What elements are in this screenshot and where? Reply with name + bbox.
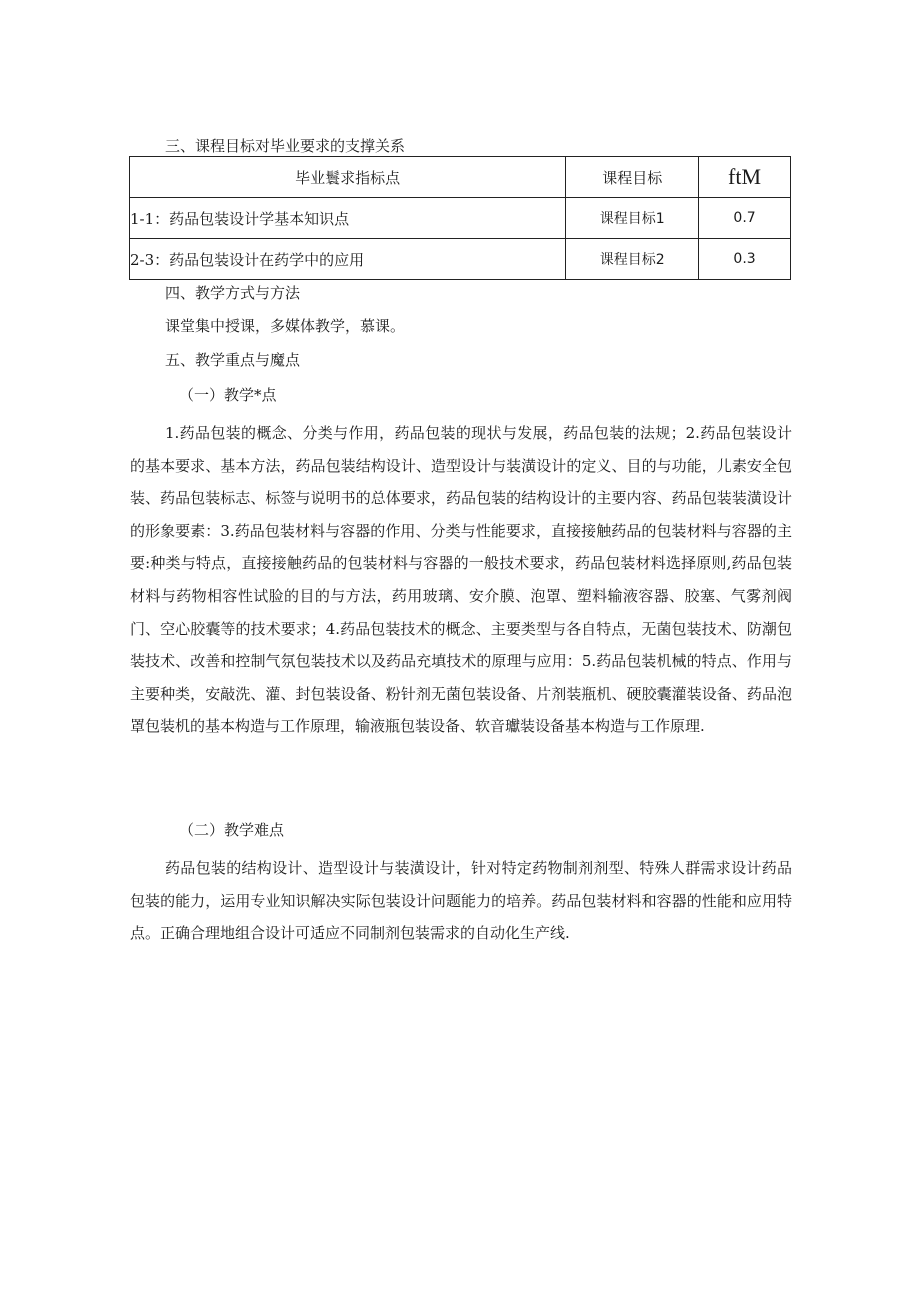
key-points-paragraph: 1.药品包装的概念、分类与作用，药品包装的现状与发展，药品包装的法规；2.药品包装设计的基本要求、基本方法，药品包装结构设计、造型设计与装潢设计的定义、目的与功能，儿素安全包装、药品包装标志、标签与说明书的总体要求，药品包装的结构设计的主要内容、药品包装装潢设计的形象要素：3.药品包装材料与容器的作用、分类与性能要求，直接接触药品的包装材料与容器的主要:种类与特点，直接接触药品的包装材料与容器的一般技术要求，药品包装材料选择原则,药品包装材料与药物相容性试脸的目的与方法，药用玻璃、安介膜、泡罩、塑料输液容器、胶塞、气雾剂阀门、空心胶囊等的技术要求；4.药品包装技术的概念、主要类型与各自特点，无菌包装技术、防潮包装技术、改善和控制气氛包装技术以及药品充填技术的原理与应用：5.药品包装机械的特点、作用与主要种类，安敲洗、灌、封包装设备、粉针剂无菌包装设备、片剂装瓶机、硬胶囊灌装设备、药品泡罩包装机的基本构造与工作原理，输液瓶包装设备、软音瓛装设备基本构造与工作原理.	[130, 424, 792, 736]
header-weight: ftM	[699, 157, 791, 198]
indicator-cell: 1-1：药品包装设计学基本知识点	[130, 198, 566, 239]
indicator-cell: 2-3：药品包装设计在药学中的应用	[130, 239, 566, 280]
difficulties-paragraph: 药品包装的结构设计、造型设计与装潢设计，针对特定药物制剂剂型、特殊人群需求设计药品包装的能力，运用专业知识解决实际包装设计问题能力的培养。药品包装材料和容器的性能和应用特点。正确合理地组合设计可适应不同制剂包装需求的自动化生产线.	[130, 859, 792, 943]
header-goal: 课程目标	[566, 157, 699, 198]
support-relation-table	[129, 156, 791, 280]
table-row	[130, 239, 791, 280]
section-4-title: 四、教学方式与方法	[165, 284, 301, 302]
key-points-title: （一）教学*点	[179, 386, 277, 404]
section-5-title: 五、教学重点与魔点	[165, 351, 301, 369]
goal-cell: 课程目标1	[566, 198, 699, 239]
difficulties-title: （二）教学难点	[179, 821, 285, 839]
section-3-title: 三、课程目标对毕业要求的支撑关系	[165, 137, 406, 155]
table-row	[130, 198, 791, 239]
teaching-method-text: 课堂集中授课，多媒体教学，慕课。	[165, 317, 406, 335]
weight-cell: 0.7	[699, 198, 791, 239]
weight-cell: 0.3	[699, 239, 791, 280]
header-indicator: 毕业鬟求指标点	[130, 157, 566, 198]
table-header-row	[130, 157, 791, 198]
goal-cell: 课程目标2	[566, 239, 699, 280]
